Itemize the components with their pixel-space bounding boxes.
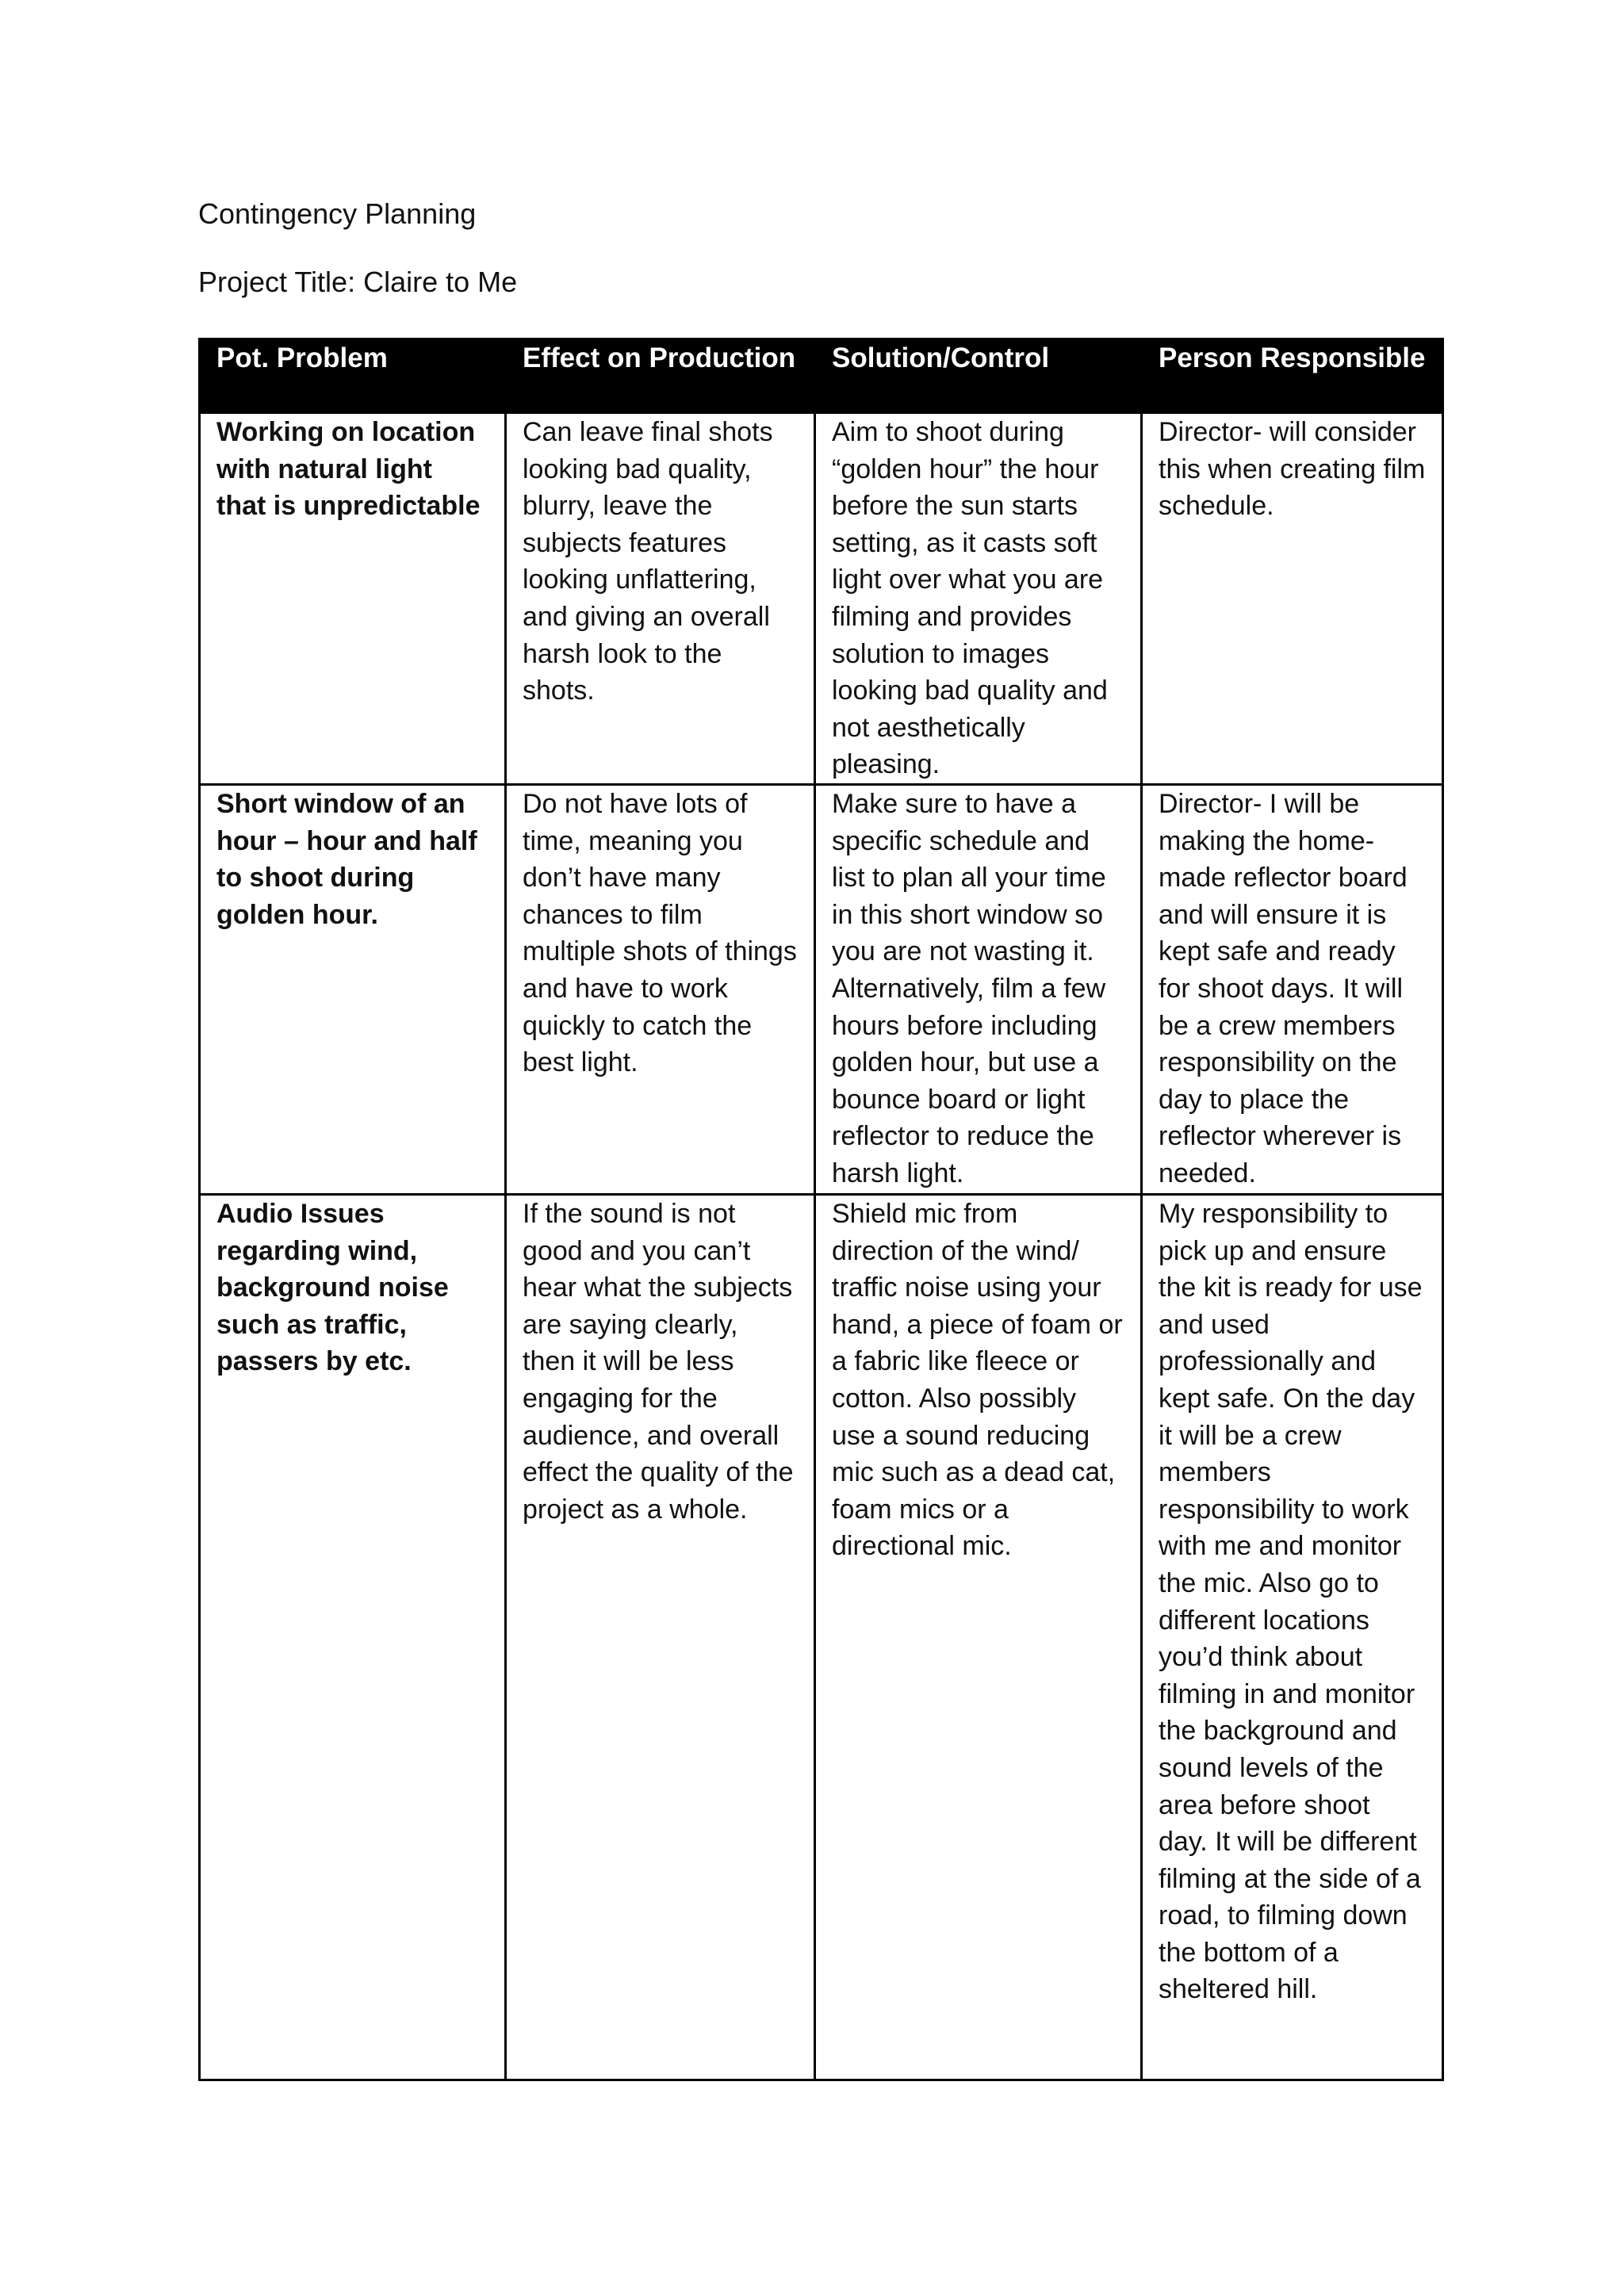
problem-cell: Working on location with natural light that is unpredictable (200, 413, 506, 785)
header-solution-control: Solution/Control (815, 339, 1142, 413)
header-person-responsible: Person Responsible (1142, 339, 1443, 413)
responsible-cell: My responsibility to pick up and ensure the kit is ready for use and used professionally and kept safe. On the day it will be a crew members responsibility to work with me and monitor the mic. Also go to different locations you’d think about filming in and monitor the background and sound levels of the area before shoot day. It will be different filming at the side of a road, to filming down the bottom of a sheltered hill. (1142, 1195, 1443, 2080)
effect-cell: Can leave final shots looking bad quality, blurry, leave the subjects features looking unflattering, and giving an overall harsh look to the shots. (506, 413, 815, 785)
table-row (200, 413, 1443, 785)
header-effect-on-production: Effect on Production (506, 339, 815, 413)
solution-cell: Make sure to have a specific schedule and list to plan all your time in this short window so you are not wasting it. Alternatively, film a few hours before including golden hour, but use a bounce board or light reflector to reduce the harsh light. (815, 785, 1142, 1195)
header-pot-problem: Pot. Problem (200, 339, 506, 413)
responsible-cell: Director- will consider this when creating film schedule. (1142, 413, 1443, 785)
table-row (200, 785, 1443, 1195)
solution-cell: Shield mic from direction of the wind/ traffic noise using your hand, a piece of foam or a fabric like fleece or cotton. Also possibly use a sound reducing mic such as a dead cat, foam mics or a directional mic. (815, 1195, 1142, 2080)
effect-cell: Do not have lots of time, meaning you don’t have many chances to film multiple shots of things and have to work quickly to catch the best light. (506, 785, 815, 1195)
document-title: Contingency Planning (198, 197, 477, 230)
effect-cell: If the sound is not good and you can’t hear what the subjects are saying clearly, then it will be less engaging for the audience, and overall effect the quality of the project as a whole. (506, 1195, 815, 2080)
project-title: Project Title: Claire to Me (198, 266, 518, 298)
problem-cell: Short window of an hour – hour and half to shoot during golden hour. (200, 785, 506, 1195)
solution-cell: Aim to shoot during “golden hour” the hour before the sun starts setting, as it casts soft light over what you are filming and provides solution to images looking bad quality and not aesthetically pleasing. (815, 413, 1142, 785)
table-row (200, 1195, 1443, 2080)
problem-cell: Audio Issues regarding wind, background noise such as traffic, passers by etc. (200, 1195, 506, 2080)
responsible-cell: Director- I will be making the home-made reflector board and will ensure it is kept safe and ready for shoot days. It will be a crew members responsibility on the day to place the reflector wherever is needed. (1142, 785, 1443, 1195)
header-row (200, 339, 1443, 413)
table-header (200, 339, 1443, 413)
contingency-table (198, 338, 1444, 2081)
